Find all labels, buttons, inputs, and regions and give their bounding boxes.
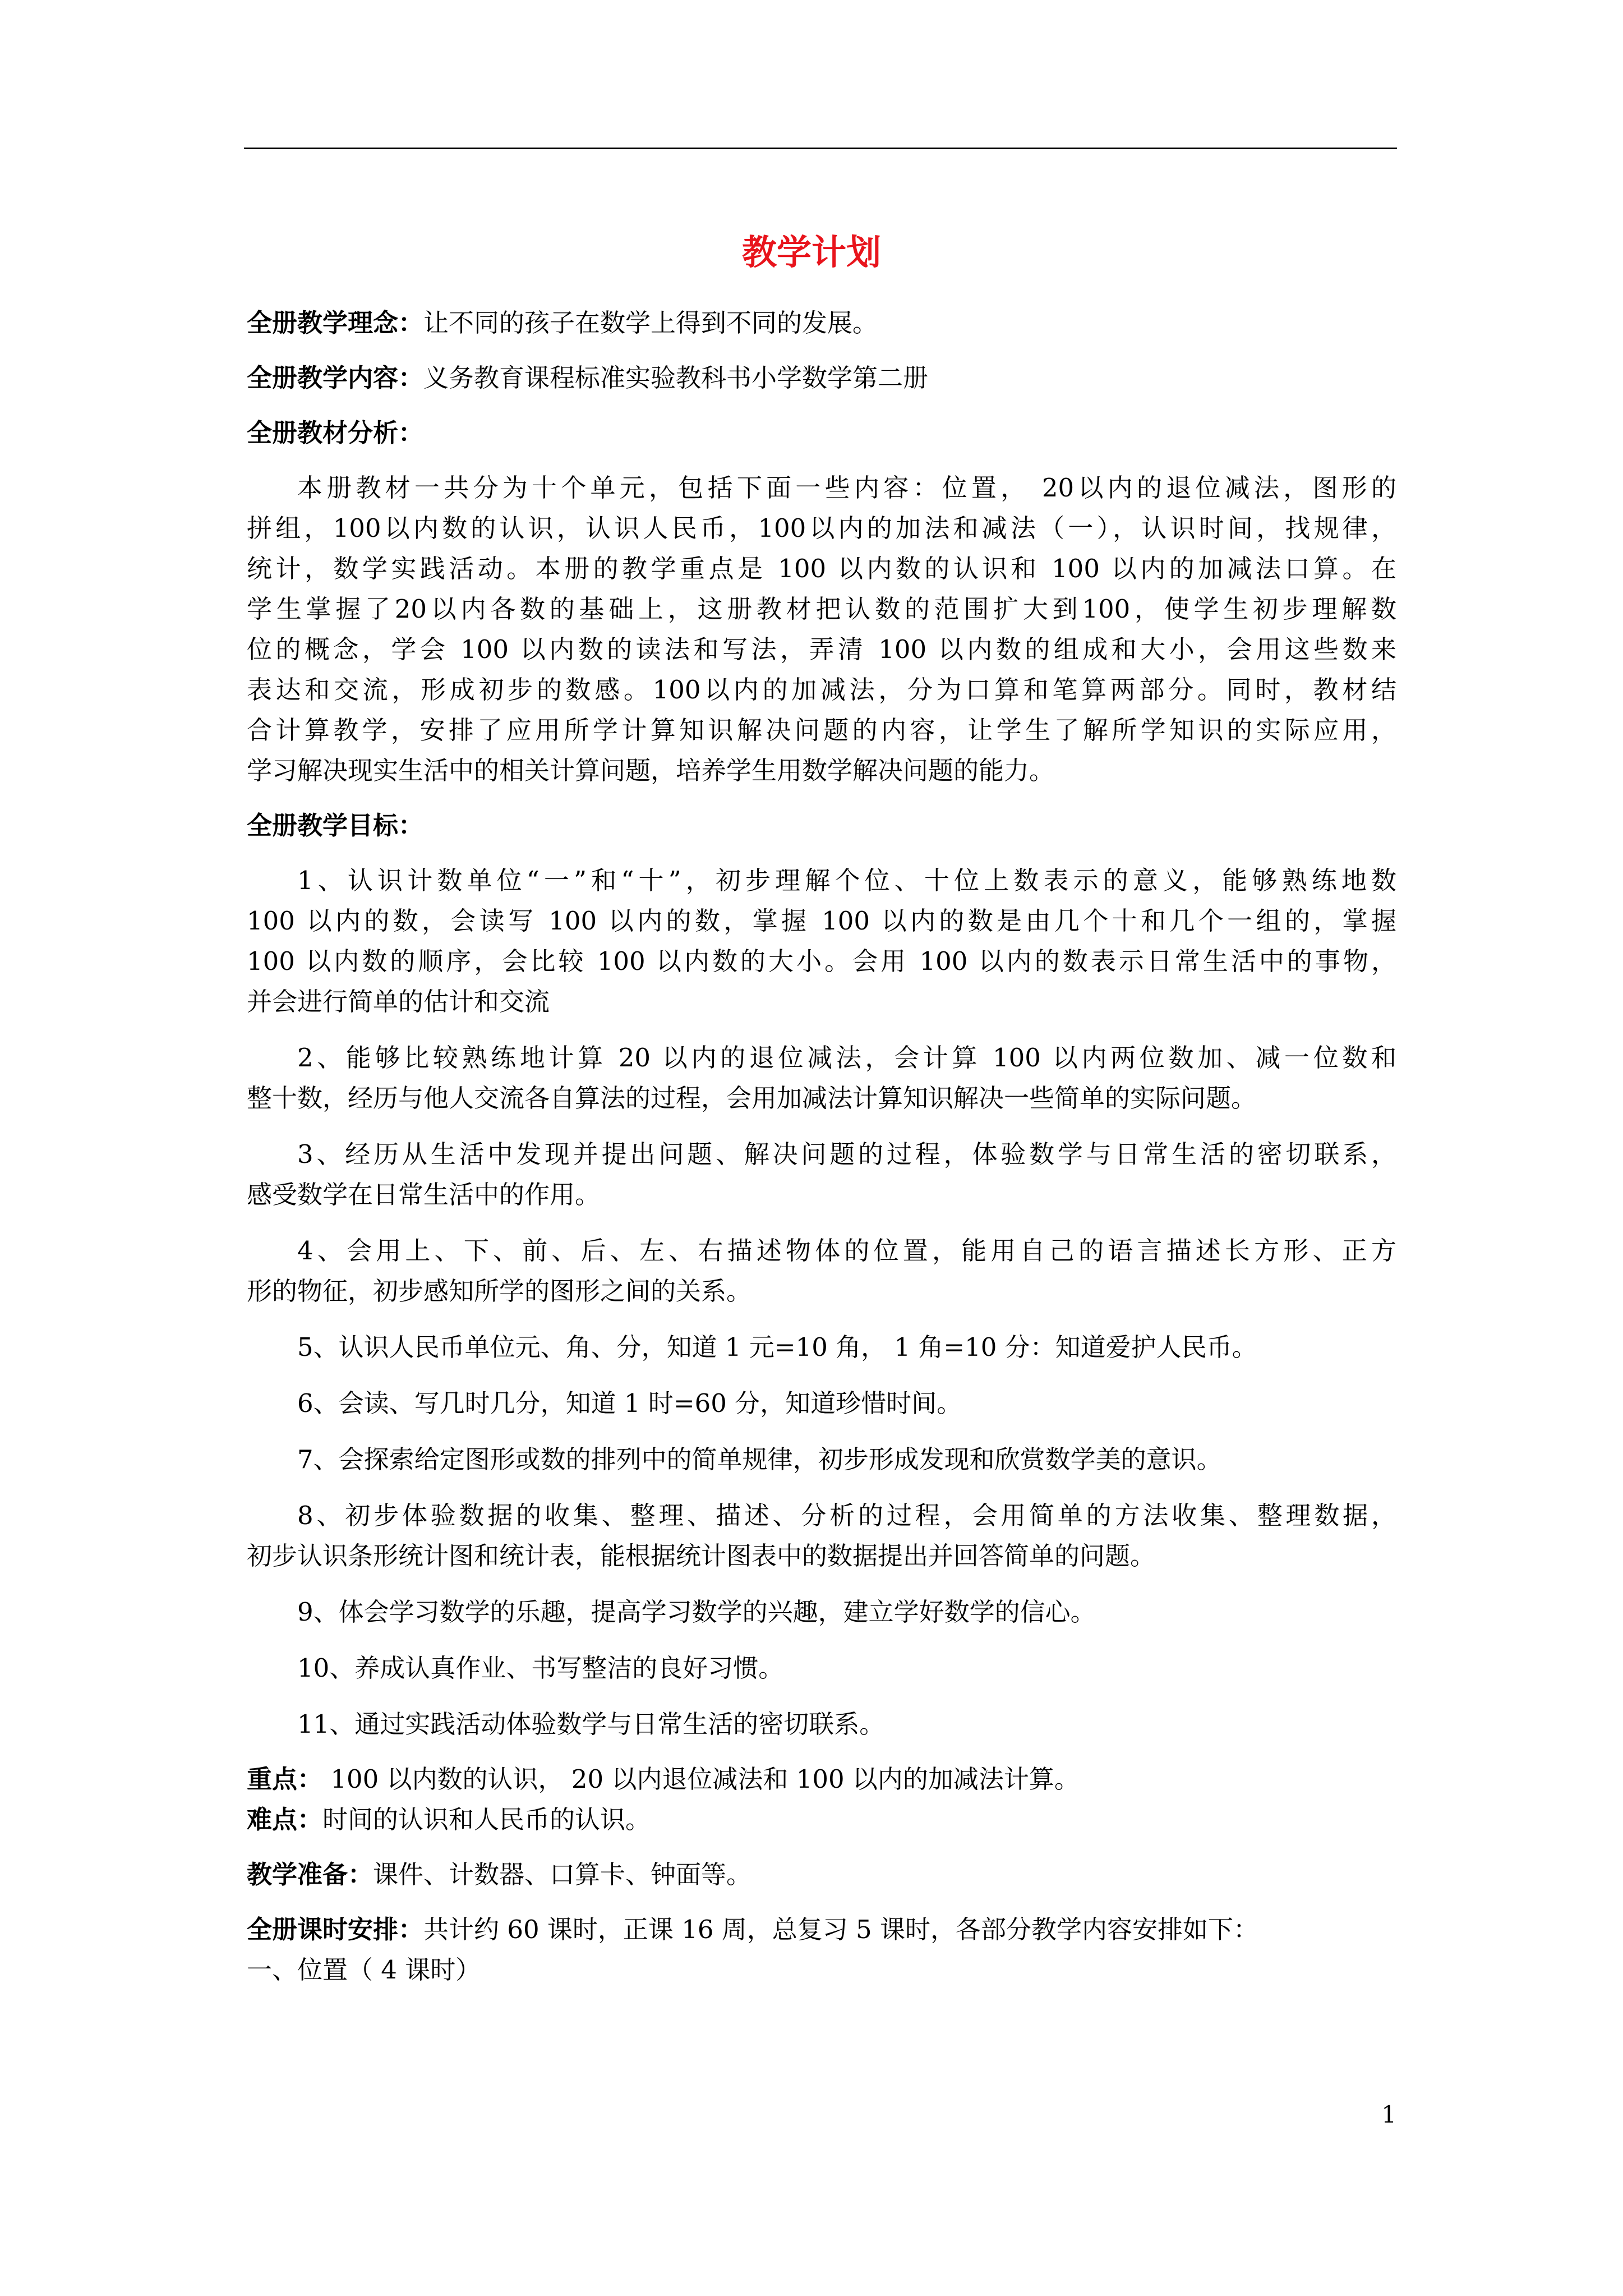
- key-points-paragraph: [247, 1759, 1396, 1800]
- difficulties-text: 时间的认识和人民币的认识。: [322, 1805, 651, 1834]
- goal-item-6: [247, 1383, 1396, 1424]
- key-points-text: 100 以内数的认识， 20 以内退位减法和 100 以内的加减法计算。: [322, 1764, 1080, 1794]
- goal-item-4: [247, 1231, 1396, 1312]
- goal-item-3: [247, 1134, 1396, 1215]
- goal-line: 10、养成认真作业、书写整洁的良好习惯。: [297, 1653, 784, 1683]
- goal-line: 整十数，经历与他人交流各自算法的过程，会用加减法计算知识解决一些简单的实际问题。: [247, 1083, 1257, 1113]
- schedule-text: 共计约 60 课时，正课 16 周，总复习 5 课时，各部分教学内容安排如下：: [423, 1915, 1258, 1944]
- goal-item-1: [247, 861, 1396, 1022]
- goal-item-11: [247, 1704, 1396, 1745]
- difficulties-label: 难点：: [247, 1805, 323, 1834]
- schedule-label: 全册课时安排：: [247, 1915, 424, 1944]
- schedule-paragraph: [247, 1910, 1396, 1950]
- analysis-line: 拼组，100以内数的认识，认识人民币，100以内的加法和减法（一），认识时间，找规律，: [247, 513, 1396, 543]
- goal-line: 3、经历从生活中发现并提出问题、解决问题的过程，体验数学与日常生活的密切联系，: [297, 1139, 1396, 1169]
- goal-line: 初步认识条形统计图和统计表，能根据统计图表中的数据提出并回答简单的问题。: [247, 1541, 1156, 1571]
- goal-line: 8、初步体验数据的收集、整理、描述、分析的过程，会用简单的方法收集、整理数据，: [297, 1501, 1396, 1530]
- goal-item-9: [247, 1592, 1396, 1632]
- goal-line: 4、会用上、下、前、后、左、右描述物体的位置，能用自己的语言描述长方形、正方: [297, 1236, 1396, 1266]
- analysis-line: 本册教材一共分为十个单元，包括下面一些内容：位置， 20以内的退位减法，图形的: [297, 473, 1396, 503]
- content-paragraph: [247, 358, 1396, 398]
- analysis-heading: [247, 413, 1396, 453]
- unit-one-heading: 一、位置（ 4 课时）: [247, 1955, 481, 1985]
- goal-item-2: [247, 1038, 1396, 1119]
- goal-line: 感受数学在日常生活中的作用。: [247, 1180, 601, 1209]
- goal-line: 100 以内数的顺序，会比较 100 以内数的大小。会用 100 以内的数表示日常生活中的事物，: [247, 946, 1396, 976]
- goal-line: 2、能够比较熟练地计算 20 以内的退位减法，会计算 100 以内两位数加、减一位数和: [297, 1043, 1396, 1073]
- header-rule: [244, 148, 1397, 149]
- goal-line: 11、通过实践活动体验数学与日常生活的密切联系。: [297, 1709, 885, 1739]
- goal-item-10: [247, 1648, 1396, 1688]
- goal-line: 6、会读、写几时几分，知道 1 时=60 分，知道珍惜时间。: [297, 1388, 962, 1418]
- preparation-text: 课件、计数器、口算卡、钟面等。: [373, 1860, 752, 1889]
- goal-line: 7、会探索给定图形或数的排列中的简单规律，初步形成发现和欣赏数学美的意识。: [297, 1444, 1222, 1474]
- preparation-paragraph: [247, 1855, 1396, 1895]
- philosophy-text: 让不同的孩子在数学上得到不同的发展。: [423, 308, 878, 338]
- goal-line: 1、认识计数单位“一”和“十”，初步理解个位、十位上数表示的意义，能够熟练地数: [297, 866, 1396, 895]
- analysis-line: 位的概念，学会 100 以内数的读法和写法，弄清 100 以内数的组成和大小，会用这些数来: [247, 634, 1396, 664]
- analysis-label: 全册教材分析：: [247, 418, 424, 448]
- goals-label: 全册教学目标：: [247, 811, 424, 840]
- goal-line: 5、认识人民币单位元、角、分，知道 1 元=10 角， 1 角=10 分：知道爱护人民币。: [297, 1332, 1257, 1362]
- goal-item-5: [247, 1327, 1396, 1368]
- content-label: 全册教学内容：: [247, 363, 424, 393]
- analysis-paragraph: [247, 468, 1396, 791]
- analysis-line: 统计，数学实践活动。本册的教学重点是 100 以内数的认识和 100 以内的加减法口算。在: [247, 554, 1396, 583]
- document-body: [247, 303, 1396, 1990]
- analysis-line: 学习解决现实生活中的相关计算问题，培养学生用数学解决问题的能力。: [247, 756, 1055, 785]
- goal-item-8: [247, 1496, 1396, 1576]
- philosophy-paragraph: [247, 303, 1396, 343]
- analysis-line: 学生掌握了20以内各数的基础上，这册教材把认数的范围扩大到100，使学生初步理解数: [247, 594, 1396, 624]
- goal-line: 100 以内的数，会读写 100 以内的数，掌握 100 以内的数是由几个十和几个一组的，掌握: [247, 906, 1396, 936]
- analysis-line: 合计算教学，安排了应用所学计算知识解决问题的内容，让学生了解所学知识的实际应用，: [247, 715, 1396, 745]
- philosophy-label: 全册教学理念：: [247, 308, 424, 338]
- goals-heading: [247, 806, 1396, 846]
- page-number: 1: [1381, 2101, 1396, 2128]
- page-title: 教学计划: [741, 232, 881, 273]
- goal-item-7: [247, 1439, 1396, 1480]
- goal-line: 9、体会学习数学的乐趣，提高学习数学的兴趣，建立学好数学的信心。: [297, 1597, 1096, 1627]
- goal-line: 形的物征，初步感知所学的图形之间的关系。: [247, 1276, 752, 1306]
- preparation-label: 教学准备：: [247, 1860, 374, 1889]
- goal-line: 并会进行简单的估计和交流: [247, 987, 550, 1016]
- content-text: 义务教育课程标准实验教科书小学数学第二册: [423, 363, 929, 393]
- key-points-label: 重点：: [247, 1764, 323, 1794]
- difficulties-paragraph: [247, 1800, 1396, 1840]
- analysis-line: 表达和交流，形成初步的数感。100以内的加减法，分为口算和笔算两部分。同时，教材结: [247, 675, 1396, 705]
